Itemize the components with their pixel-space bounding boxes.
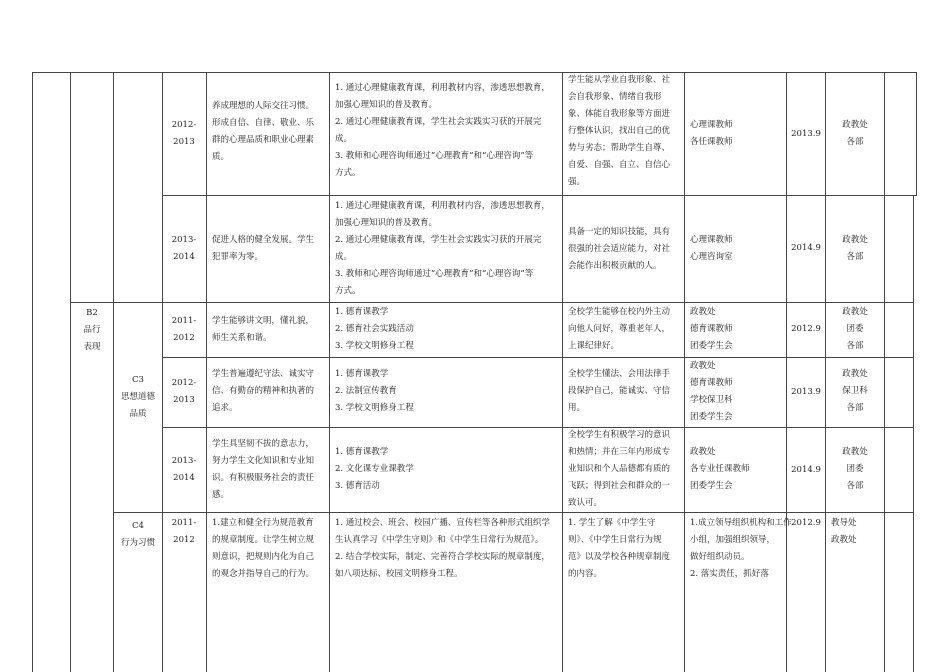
responsible-text: 团委学生会 <box>690 481 733 491</box>
responsible-cell <box>690 515 792 583</box>
goal-cell <box>212 366 314 417</box>
effect-text: 致认可。 <box>568 498 603 508</box>
responsible-text: 小组，加强组织领导， <box>690 535 776 545</box>
measure-text: 3. 教师和心理咨询师通过“心理教育”和“心理咨询”等 <box>335 151 534 161</box>
responsible-cell <box>690 117 733 151</box>
measures-cell <box>335 515 550 583</box>
goal-text: 犯罪率为零。 <box>212 252 264 262</box>
category-text: 表现 <box>83 342 101 352</box>
grid-line <box>162 195 916 196</box>
responsible-text: 团委学生会 <box>690 412 733 422</box>
year-cell <box>163 313 205 347</box>
responsible-text: 德育课教师 <box>690 324 733 334</box>
grid-line <box>562 72 563 672</box>
effect-text: 势与劣态；帮助学生自尊、 <box>568 143 671 153</box>
grid-line <box>206 72 207 672</box>
measures-cell <box>335 304 414 355</box>
responsible-text: 德育课教师 <box>690 378 733 388</box>
measure-text: 1. 德育课教学 <box>335 369 389 379</box>
dept-text: 政教处 <box>842 369 868 379</box>
effect-text: 范》以及学校各种规章制度 <box>568 552 671 562</box>
date-cell <box>787 126 825 143</box>
grid-line <box>916 72 917 196</box>
effect-text: 上课纪律好。 <box>568 341 620 351</box>
grid-line <box>162 72 163 672</box>
year-cell <box>163 117 205 151</box>
grid-line <box>162 357 913 358</box>
dept-cell <box>826 366 884 417</box>
dept-cell <box>826 117 884 151</box>
responsible-text: 2. 落实责任，抓好落 <box>690 569 769 579</box>
responsible-text: 团委学生会 <box>690 341 733 351</box>
goal-text: 养成理想的人际交往习惯。 <box>212 101 315 111</box>
measure-text: 2. 通过心理健康教育课，学生社会实践实习获的开展完 <box>335 117 542 127</box>
measures-cell <box>335 80 550 182</box>
date-text: 2012.9 <box>791 518 821 528</box>
measure-text: 如八项达标、校园文明修身工程。 <box>335 569 463 579</box>
grid-line <box>70 72 71 672</box>
measure-text: 2. 法制宣传教育 <box>335 386 397 396</box>
year-text: 2012 <box>173 333 195 343</box>
goal-text: 学生具坚韧不拔的意志力， <box>212 439 315 449</box>
category-text: 行为习惯 <box>120 538 155 548</box>
dept-cell <box>826 232 884 266</box>
effect-text: 1. 学生了解《中学生守 <box>568 518 656 528</box>
dept-cell <box>826 444 884 495</box>
responsible-text: 各专业任课教师 <box>690 464 750 474</box>
responsible-cell <box>690 304 733 355</box>
date-cell <box>787 462 825 479</box>
measure-text: 方式。 <box>335 168 361 178</box>
effect-cell <box>568 366 670 417</box>
goal-text: 感。 <box>212 490 230 500</box>
measure-text: 成。 <box>335 252 353 262</box>
measure-text: 生认真学习《中学生守则》和《中学生日常行为规范》。 <box>335 535 544 545</box>
responsible-text: 政教处 <box>690 447 716 457</box>
year-text: 2013 <box>173 395 195 405</box>
year-text: 2011- <box>171 518 197 528</box>
effect-text: 全校学生有积极学习的意识 <box>568 430 671 440</box>
responsible-text: 心理课教师 <box>690 120 733 130</box>
category-c4 <box>114 518 162 552</box>
category-text: B2 <box>86 308 98 318</box>
dept-text: 保卫科 <box>842 386 868 396</box>
dept-text: 各部 <box>846 137 864 147</box>
category-b2 <box>71 305 113 356</box>
effect-text: 强。 <box>568 177 586 187</box>
measures-cell <box>335 198 550 300</box>
goal-cell <box>212 313 314 347</box>
measure-text: 方式。 <box>335 286 361 296</box>
category-text: C4 <box>132 521 144 531</box>
date-text: 2014.9 <box>791 465 821 475</box>
goal-text: 质。 <box>212 152 230 162</box>
effect-text: 全校学生懂法、会用法律手 <box>568 369 671 379</box>
responsible-text: 政教处 <box>690 307 716 317</box>
effect-text: 则》、《中学生日常行为规 <box>568 535 662 545</box>
effect-text: 象、体能自我形象等方面进 <box>568 109 671 119</box>
year-text: 2014 <box>173 473 195 483</box>
effect-cell <box>568 427 670 512</box>
grid-line <box>32 72 33 672</box>
dept-text: 各部 <box>846 252 864 262</box>
dept-text: 教导处 <box>831 518 857 528</box>
measures-cell <box>335 444 414 495</box>
effect-cell <box>568 515 670 583</box>
year-cell <box>163 515 205 549</box>
effect-text: 行整体认识，找出自己的优 <box>568 126 671 136</box>
measure-text: 3. 教师和心理咨询师通过“心理教育”和“心理咨询”等 <box>335 269 534 279</box>
responsible-cell <box>690 232 733 266</box>
measure-text: 1. 德育课教学 <box>335 307 389 317</box>
goal-text: 学生能够讲文明，懂礼貌， <box>212 316 315 326</box>
date-cell <box>787 515 825 532</box>
measure-text: 2. 德育社会实践活动 <box>335 324 414 334</box>
grid-line <box>329 72 330 672</box>
goal-cell <box>212 232 314 266</box>
measure-text: 1. 通过校会、班会、校园广播、宣传栏等各种形式组织学 <box>335 518 550 528</box>
dept-text: 团委 <box>846 464 864 474</box>
measure-text: 成。 <box>335 134 353 144</box>
effect-cell <box>568 224 670 275</box>
responsible-text: 心理咨询室 <box>690 252 733 262</box>
effect-text: 具备一定的知识技能，具有 <box>568 227 671 237</box>
category-text: 思想道德 <box>120 392 155 402</box>
year-text: 2014 <box>173 252 195 262</box>
date-text: 2012.9 <box>791 324 821 334</box>
effect-text: 自爱、自强、自立、自信心 <box>568 160 671 170</box>
effect-text: 很强的社会适应能力，对社 <box>568 244 671 254</box>
goal-text: 则意识，把规则内化为自己 <box>212 552 315 562</box>
measure-text: 加强心理知识的普及教育。 <box>335 218 438 228</box>
responsible-text: 做好组织动员。 <box>690 552 750 562</box>
dept-cell <box>826 304 884 355</box>
dept-text: 政教处 <box>842 235 868 245</box>
goal-text: 促进人格的健全发展。学生 <box>212 235 315 245</box>
measure-text: 3. 德育活动 <box>335 481 380 491</box>
measure-text: 2. 结合学校实际，制定、完善符合学校实际的规章制度， <box>335 552 550 562</box>
measure-text: 2. 文化课专业课教学 <box>335 464 414 474</box>
year-text: 2013- <box>171 456 197 466</box>
effect-text: 段保护自己，能诚实、守信 <box>568 386 671 396</box>
effect-text: 会自我形象、情绪自我形 <box>568 92 662 102</box>
dept-text: 政教处 <box>831 535 857 545</box>
dept-text: 各部 <box>846 341 864 351</box>
grid-line <box>70 302 913 303</box>
responsible-cell <box>690 444 750 495</box>
year-text: 2013 <box>173 137 195 147</box>
date-cell <box>787 321 825 338</box>
goal-text: 信、有勤奋的精神和执著的 <box>212 386 315 396</box>
effect-text: 飞跃；得到社会和群众的一 <box>568 481 671 491</box>
goal-text: 师生关系和谐。 <box>212 333 272 343</box>
goal-text: 识。有积极服务社会的责任 <box>212 473 315 483</box>
grid-line <box>684 72 685 672</box>
effect-text: 会能作出积极贡献的人。 <box>568 261 662 271</box>
effect-text: 业知识和个人品德都有质的 <box>568 464 671 474</box>
date-text: 2013.9 <box>791 387 821 397</box>
year-cell <box>163 375 205 409</box>
measure-text: 1. 通过心理健康教育课，利用教材内容，渗透思想教育， <box>335 83 550 93</box>
date-cell <box>787 240 825 257</box>
dept-text: 各部 <box>846 481 864 491</box>
measure-text: 2. 通过心理健康教育课，学生社会实践实习获的开展完 <box>335 235 542 245</box>
measure-text: 3. 学校文明修身工程 <box>335 341 414 351</box>
category-text: 品质 <box>129 409 147 419</box>
goal-text: 1.建立和健全行为规范教育 <box>212 518 314 528</box>
effect-text: 和热情；并在三年内形成专 <box>568 447 671 457</box>
grid-line <box>913 196 914 672</box>
dept-text: 政教处 <box>842 120 868 130</box>
category-text: C3 <box>132 375 144 385</box>
dept-cell <box>831 515 857 549</box>
responsible-text: 政教处 <box>690 361 716 371</box>
year-text: 2013- <box>171 235 197 245</box>
effect-text: 用。 <box>568 403 586 413</box>
responsible-text: 各任课教师 <box>690 137 733 147</box>
goal-cell <box>212 515 314 583</box>
goal-text: 群的心理品质和职业心理素 <box>212 135 315 145</box>
year-text: 2012- <box>171 378 197 388</box>
effect-text: 向他人问好，尊重老年人， <box>568 324 671 334</box>
measures-cell <box>335 366 414 417</box>
effect-text: 学生能从学业自我形象、社 <box>568 75 671 85</box>
dept-text: 政教处 <box>842 447 868 457</box>
goal-text: 学生普遍遵纪守法、诚实守 <box>212 369 315 379</box>
effect-text: 的内容。 <box>568 569 603 579</box>
effect-text: 全校学生能够在校内外主动 <box>568 307 671 317</box>
grid-line <box>162 427 913 428</box>
grid-line <box>32 72 916 73</box>
goal-text: 努力学生文化知识和专业知 <box>212 456 315 466</box>
year-cell <box>163 232 205 266</box>
dept-text: 团委 <box>846 324 864 334</box>
grid-line <box>113 512 913 513</box>
date-cell <box>787 384 825 401</box>
goal-text: 的观念并指导自己的行为。 <box>212 569 315 579</box>
grid-line <box>884 72 885 672</box>
year-text: 2012- <box>171 120 197 130</box>
effect-cell <box>568 72 670 191</box>
effect-cell <box>568 304 670 355</box>
year-text: 2011- <box>171 316 197 326</box>
dept-text: 各部 <box>846 403 864 413</box>
date-text: 2013.9 <box>791 129 821 139</box>
goal-text: 形成自信、自律、敬业、乐 <box>212 118 315 128</box>
measure-text: 加强心理知识的普及教育。 <box>335 100 438 110</box>
responsible-text: 学校保卫科 <box>690 395 733 405</box>
measure-text: 3. 学校文明修身工程 <box>335 403 414 413</box>
measure-text: 1. 通过心理健康教育课，利用教材内容，渗透思想教育， <box>335 201 550 211</box>
responsible-text: 心理课教师 <box>690 235 733 245</box>
date-text: 2014.9 <box>791 243 821 253</box>
goal-text: 追求。 <box>212 403 238 413</box>
goal-text: 的规章制度。让学生树立规 <box>212 535 315 545</box>
category-c3 <box>114 372 162 423</box>
goal-cell <box>212 436 314 504</box>
dept-text: 政教处 <box>842 307 868 317</box>
responsible-text: 1.成立领导组织机构和工作 <box>690 518 792 528</box>
year-text: 2012 <box>173 535 195 545</box>
measure-text: 1. 德育课教学 <box>335 447 389 457</box>
responsible-cell <box>690 358 733 426</box>
category-text: 品行 <box>83 325 101 335</box>
year-cell <box>163 453 205 487</box>
goal-cell <box>212 98 314 166</box>
